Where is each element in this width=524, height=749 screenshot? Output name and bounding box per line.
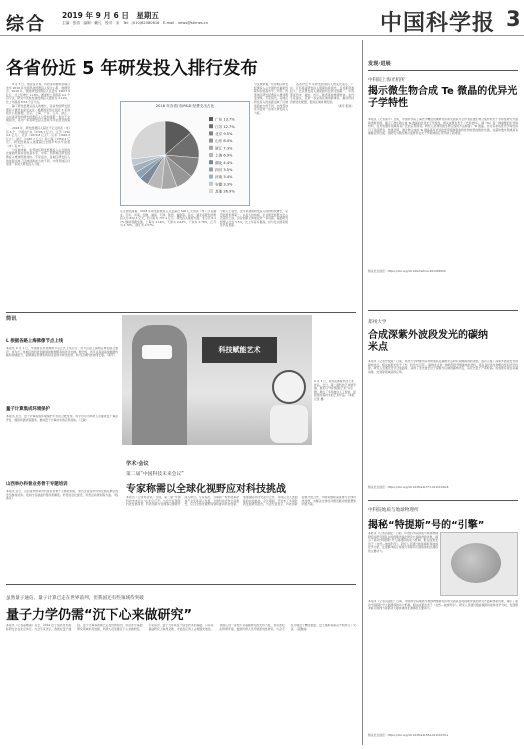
divider <box>6 584 356 585</box>
divider <box>6 312 356 313</box>
legend-swatch <box>209 167 213 171</box>
quantum-kicker: 虽然量子通信、量子计算已走在世界前列，但我国还有些领域待突破 <box>6 596 144 601</box>
item-headline[interactable]: 合成深紫外波段发光的碳纳米点 <box>368 330 488 353</box>
editor-info: 主编：张清 编辑：戴凡 校对：宋 Tel：(010)62580616 E-mail：news@stimes.cn <box>62 21 209 25</box>
item-link[interactable]: 相关论文信息：https://doi.org/10.1038/s41561-019-0430-x <box>368 733 449 737</box>
section-name: 综合 <box>6 14 46 35</box>
legend-swatch <box>209 160 213 164</box>
lead-headline[interactable]: 各省份近 5 年研发投入排行发布 <box>6 59 258 79</box>
pie-slice-其他 <box>131 121 165 159</box>
lead-paragraph: 除了研发经费总投入的增长，各省份的研发经费投入情况也备受关注。根据国家统计局近 5 年的统计公报数据，北京、上海、广东、江苏、浙江、山东等省份的研发经费投入总量和强度一直处于全国前列，其中广东省研发投入连续多年位居全国第一。 <box>6 103 70 126</box>
legend-label: 四川 3.5% <box>215 168 233 172</box>
legend-label: 北京 9.5% <box>215 132 233 136</box>
masthead-logo: 中国科学报 <box>380 10 496 36</box>
chart-title: 2018 年各省(市)R&D 经费支出占比 <box>155 104 215 108</box>
item-headline[interactable]: 揭示微生物合成 Te 微晶的优异光子学特性 <box>368 86 518 109</box>
lead-paragraph: 分区域来看，东部地区研发经费投入占全国的比重始终保持在较高水平，中部、西部地区研发经费投入增速明显加快。专家指出，各地区研发投入的差距反映了区域创新能力的不同，中西部地区仍需进一步加大研发投入力度。 <box>6 147 70 167</box>
pie-chart <box>121 109 249 201</box>
item-kicker: 郑州大学 <box>368 320 387 325</box>
legend-label: 广东 13.7% <box>215 117 235 122</box>
item-kicker: 中科院地质与地球物理所 <box>368 508 419 513</box>
legend-label: 上海 6.9% <box>215 153 233 158</box>
brief-label: 简讯 <box>6 316 17 322</box>
column-divider <box>362 40 363 745</box>
lead-column-4: 分析人士指出，近年来我国研发投入保持较快增长，总量稳居世界第二。从投入结构看，企业研发经费支出占比超过七成，企业创新主体地位进一步巩固。基础研究经费占比为 5.5%，比上年有所提高，但与发达国家相比仍有差距。 <box>220 210 288 228</box>
brief-item-title[interactable]: 山西举办科普业务骨干专题培训 <box>6 482 68 487</box>
legend-label: 浙江 7.3% <box>215 146 233 151</box>
chart-box <box>120 101 250 206</box>
legend-swatch <box>209 139 213 143</box>
item-headline[interactable]: 揭秘“特提斯”号的“引擎” <box>368 520 485 531</box>
divider <box>368 70 518 71</box>
legend-swatch <box>209 182 213 186</box>
lead-paragraph: 各省份近 5 年研发经费投入的变化显示，广东、江苏两省研发投入规模持续领先，且差距逐渐拉大；北京研发投入强度始终位居全国第一。中西部省份中，湖北、四川、陕西等地增速较快。业内专家建议，应进一步完善区域创新体系，推动科技资源优化配置，促进区域协调发展。 <box>290 83 354 104</box>
legend-swatch <box>209 153 213 157</box>
divider <box>368 310 518 311</box>
lead-byline: （黄辛 报道） <box>336 103 354 108</box>
brief-item-body: 本报讯 近日，量子计算集成环境保护平台在合肥发布。该平台可为科研人员提供量子算法开发、模拟和测试等服务，推动量子计算技术的应用落地。（王敏） <box>6 415 118 422</box>
legend-label: 江苏 12.7% <box>215 124 235 129</box>
page-number: 3 <box>506 7 521 31</box>
photo-caption: 9 月 3 日，观众在体验科技艺术作品。当日，第二届科技艺术展开幕，展览以“科技赋能艺术”为主题，展出了多件融合人工智能、虚拟现实等技术的艺术作品。（本报记者 摄） <box>314 380 356 401</box>
quantum-body: 本报讯（记者高雅丽）近日，2019 量子信息技术国际研讨会在北京举行。与会专家表示，我国在量子通信、量子计算等领域已走在世界前列，但在部分基础研究领域仍需加强，科研人员需要沉下心来做研究。专家指出，量子力学是量子信息技术的基础，只有在基础研究上取得突破，才能在应用上占据领先地位。我国应进一步加大对基础研究的支持力度，营造宽松的科研环境，鼓励科研人员开展原创性研究。与会专家还就量子精密测量、量子模拟等前沿方向进行了交流。（高雅丽） <box>6 624 356 631</box>
lead-paragraph: 9 月 3 日，国家统计局、科技部和财政部联合发布 2018 年全国科技经费投入统计公报。数据显示，2018 年，我国研发经费投入总量为 19677.9 亿元，比上年增长 11.8%。增速较上年提高 0.2 个百分点；研究与试验发展经费投入强度为 2.19%，比上年提高 0.04 个百分点。 <box>6 83 70 104</box>
lead-paragraph: 2018 年，研发经费投入超过千亿元的省（市）有 6 个，分别为广东（2704.7 亿元）、江苏（2504.4 亿元）、北京（1870.8 亿元）、山东（1643.3 亿元）、浙江（1445.7 亿元）和上海（1359.2 亿元）。研发经费投入强度超过全国平均水平的省（市）有 8 个。 <box>6 125 70 148</box>
item-body: 本报讯（记者黄辛）日前，中国科学院上海光学精密机械研究所研究团队与合作者在微生物合成材料光子学特性研究方面取得新进展，揭示了微生物合成 Te 微晶的优异光子学特性。相关成果发表于《先进材料》。碲（Te）是一种重要的半导体材料，在光电器件领域具有广泛的应用前景。研究人员利用微生物合成的方法制备了 Te 微晶，并对其非线性光学特性进行了系统研究。结果表明，微生物合成的 Te 微晶具有优异的宽带饱和吸收特性和较低的饱和光强，在超快激光领域具有重要应用价值。该研究为微生物合成材料在光子学领域的应用开辟了新途径。 <box>368 118 518 136</box>
item-body-continued: 本报讯（记者冯丽妃）日前，中国科学院地质与地球物理研究所研究团队在特提斯洋演化研究方面取得新进展，揭示了驱动“特提斯”号大陆漂移的动力机制。相关成果发表于《自然—地球科学》。研究人员通过数值模拟和地球化学分析，发现俯冲板片拖拽力是驱动大陆块体向北漂移的主要动力。 <box>368 600 518 611</box>
brief-item-title[interactable]: L 根据各路上海佛像节点上线 <box>6 339 64 344</box>
lead-column-3: 从全国范围看，2018 年研发经费投入总量超过 500 亿元的省（市）还有湖北、四川、河南、安徽、湖南、天津、陕西、福建等。其中，湖北省研发经费投入为 822.1 亿元，四川省为 737.1 亿元。研发投入强度方面，北京以 6.17% 继续领跑全国，上海为 4.16%，天津为 2.62%，广东为 2.78%，江苏为 2.70%，浙江为 2.57%。 <box>120 210 216 228</box>
legend-swatch <box>209 146 213 150</box>
legend-swatch <box>209 131 213 135</box>
item-link[interactable]: 相关论文信息：https://doi.org/10.1038/s41377-019-0199-8 <box>368 485 449 489</box>
right-column-label: 发现·进展 <box>368 61 391 67</box>
exhibition-photo <box>122 315 312 445</box>
legend-label: 安徽 3.3% <box>215 182 233 187</box>
legend-swatch <box>209 124 213 128</box>
quantum-headline[interactable]: 量子力学仍需“沉下心来做研究” <box>6 608 193 623</box>
legend-swatch <box>209 189 213 193</box>
exhibition-sign: 科技赋能艺术 <box>202 337 277 363</box>
legend-label: 山东 8.4% <box>215 139 233 144</box>
issue-date: 2019 年 9 月 6 日 星期五 <box>62 11 159 20</box>
lead-column-5 <box>290 83 354 308</box>
legend-label: 河南 3.4% <box>215 175 233 180</box>
forum-headline[interactable]: 专家称需以全球化视野应对科技挑战 <box>126 484 286 495</box>
legend-swatch <box>209 175 213 179</box>
brief-item-body: 本报讯 9 月 1 日，中国首家科技佛像节点正式上线运行。该节点由上海相关单位联合建设，将为长三角地区的科技创新提供数据服务和技术支撑。据介绍，该节点具备高速数据传输和存储能力，能够满足科研机构和企业的多样化需求，助力区域科技协同发展。（黄辛） <box>6 347 118 358</box>
item-kicker: 中科院上海光机所 <box>368 78 405 83</box>
legend-label: 其他 26.9% <box>215 189 235 194</box>
forum-body: 本报讯（记者郑金武）日前，第二届“中国科技未来会议”在北京召开。与会专家围绕科技发展趋势、科技创新与治理等议题展开深入研讨。专家指出，当前新一轮科技革命和产业变革深入发展，全球科技竞争日趋激烈，应以全球化视野谋划和推动科技创新，加强国际科技交流与合作，共同应对人类面临的共同挑战。会议期间，还发布了多项科技发展研究报告。与会代表表示，科技创新需要开放合作，中国将继续深度参与全球科技治理，为解决全球性问题贡献中国智慧和中国方案。 <box>126 496 356 507</box>
lead-column-1 <box>6 83 70 308</box>
legend-label: 湖北 4.4% <box>215 160 233 165</box>
forum-label: 学术·会议 <box>126 461 149 467</box>
brief-item-body: 本报讯 近日，山西省科协举办科普业务骨干专题培训班，来自全省各市科协及相关单位的学员参加培训。培训内容涵盖科普政策解读、科普信息化建设、科普活动策划等方面。（程春生） <box>6 490 118 501</box>
forum-subtitle: 第二届“中国科技未来会议” <box>126 472 184 477</box>
item-body: 本报讯（记者冯丽妃）日前，中国科学院地质与地球物理研究所研究团队在特提斯洋演化研究方面取得新进展，揭示了驱动“特提斯”号大陆漂移的动力机制。相关成果发表于《自然—地球科学》。研究人员通过数值模拟和地球化学分析，发现俯冲板片拖拽力是驱动大陆块体向北漂移的主要动力。 <box>368 532 438 553</box>
legend-swatch <box>209 117 213 121</box>
divider <box>368 500 518 501</box>
lead-column-6: 分区域来看，东部地区研发经费投入占全国的比重始终保持在较高水平，中部、西部地区研发经费投入增速明显加快。专家指出，各地区研发投入的差距反映了区域创新能力的不同，中西部地区仍需进一步加大研发投入力度。 <box>254 83 288 115</box>
item-link[interactable]: 相关论文信息：https://doi.org/10.1002/adma.201903000 <box>368 269 446 273</box>
brief-item-title[interactable]: 量子计算集成环境保护 <box>6 407 50 412</box>
item-body: 本报讯（记者史俊斌）日前，郑州大学物理学院科研团队在碳纳米点研究领域取得新进展，成功合成了深紫外波段发光的碳纳米点。相关成果发表于《光：科学与应用》。碳纳米点是一种新型的零维碳纳米材料，具有良好的生物相容性和光学性能。研究人员通过设计合成路线，获得了发光波长位于深紫外区域的碳纳米点，其荧光量子产率较高。该成果有望在杀菌消毒、光刻等领域获得应用。 <box>368 360 518 374</box>
earth-diagram <box>440 532 518 596</box>
